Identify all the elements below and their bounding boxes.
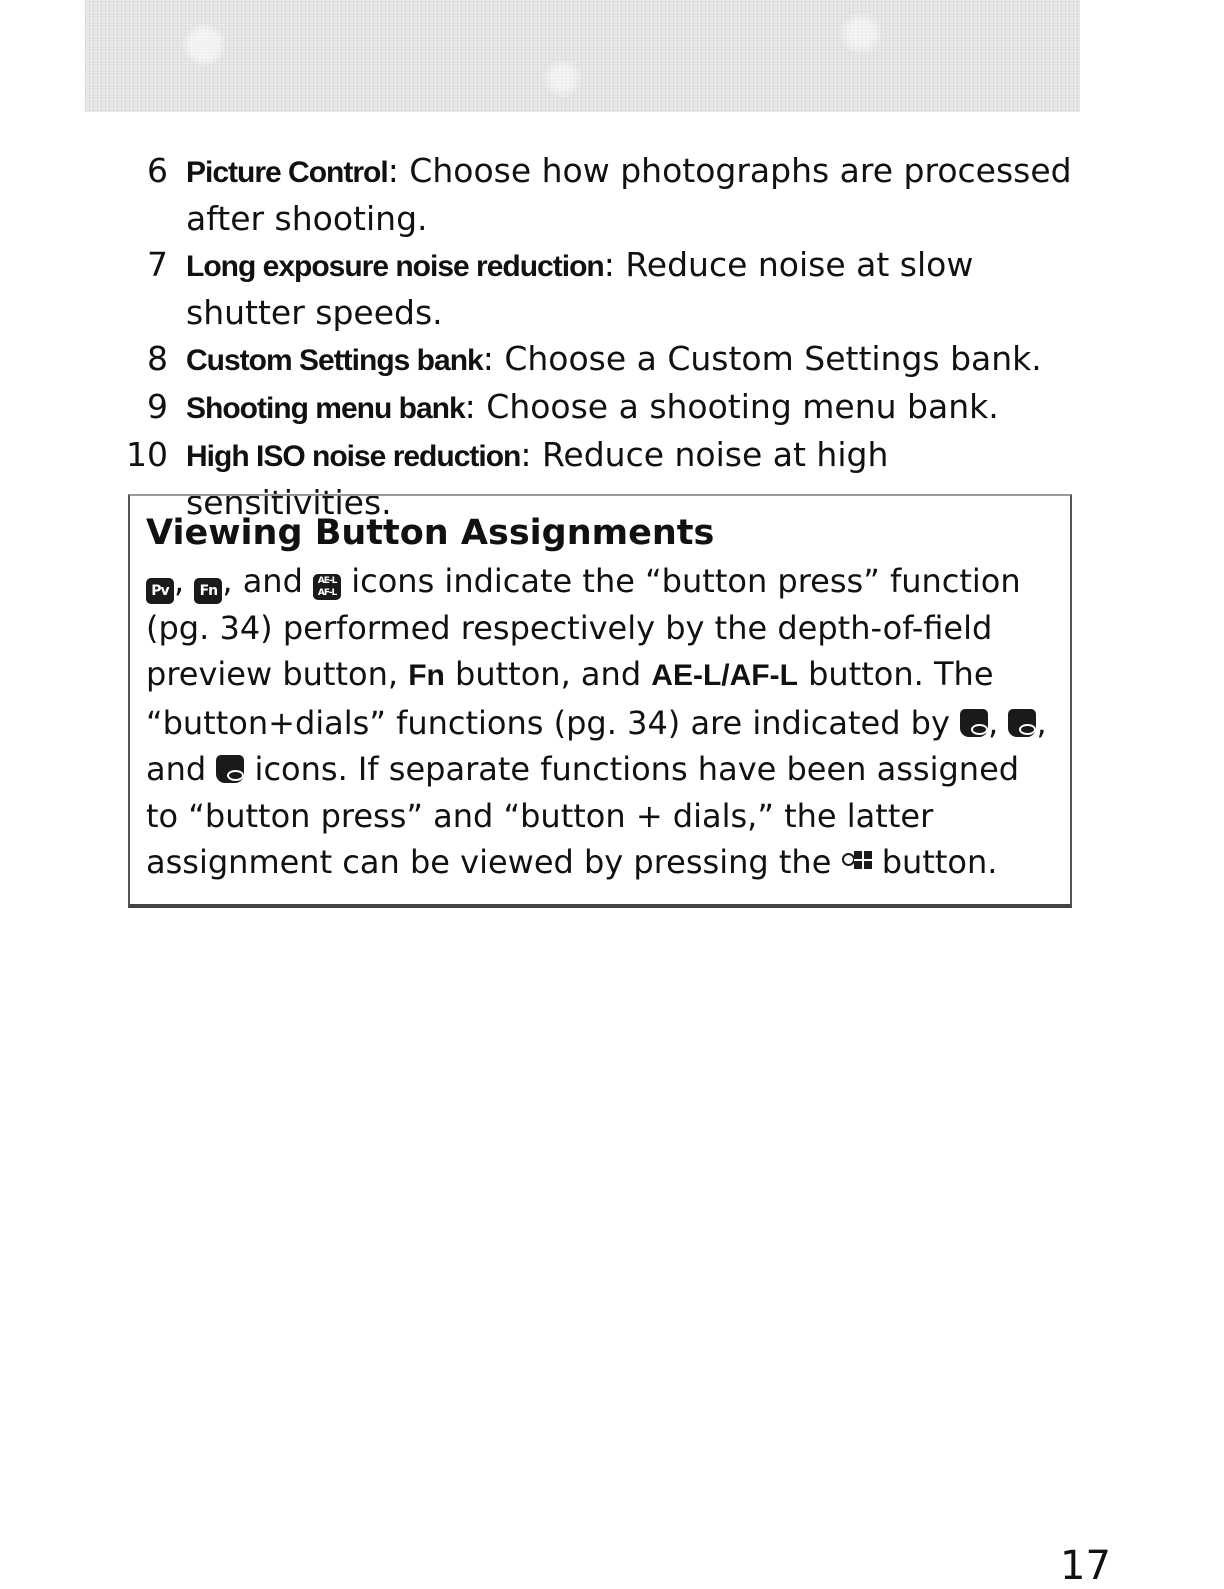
ael-afl-button-label: AE-L/AF-L [651,659,798,692]
item-number: 8 [147,339,168,378]
item-description: Reduce noise at slow shutter speeds. [186,245,974,332]
pv-icon: Pv [146,578,174,604]
list-item: 10 High ISO noise reduction: Reduce noise at high sensitivities. [120,432,1080,526]
fn-button-label: Fn [408,659,445,692]
zoom-out-thumbnail-icon [842,849,872,875]
ael-afl-icon: AE-L AF-L [313,574,341,600]
item-number: 10 [126,435,168,474]
settings-list [120,148,1080,526]
ael-afl-dial-icon [216,755,244,783]
note-title: Viewing Button Assignments [146,513,715,553]
item-term: Picture Control [186,156,388,189]
item-term: Long exposure noise reduction [186,250,604,283]
item-description: Choose how photographs are processed after shooting. [186,151,1072,238]
page-number: 17 [1060,1543,1111,1589]
item-description: Choose a Custom Settings bank. [504,339,1042,378]
item-term: Shooting menu bank [186,392,465,425]
note-body: Pv , Fn , and AE-L AF-L icons indicate the “button press” function (pg. 34) performed respectively by the depth-of-field preview button, Fn button, and AE-L/AF-L button. The “button+dials” functions (pg. 34) are indicated by , , and icons. If separate functions have been assigned to “button press” and “button + dials,” the latter assignment can be viewed by pressing the button. [146,562,1047,881]
list-item: 6 Picture Control: Choose how photographs are processed after shooting. [120,148,1080,242]
item-term: Custom Settings bank [186,344,483,377]
list-item: 7 Long exposure noise reduction: Reduce noise at slow shutter speeds. [120,242,1080,336]
item-number: 9 [147,387,168,426]
item-description: Choose a shooting menu bank. [486,387,999,426]
list-item: 8 Custom Settings bank: Choose a Custom Settings bank. [120,336,1080,384]
fn-icon: Fn [194,578,222,604]
list-item: 9 Shooting menu bank: Choose a shooting menu bank. [120,384,1080,432]
item-number: 7 [147,245,168,284]
fn-dial-icon [1008,709,1036,737]
item-number: 6 [147,151,168,190]
item-description: Reduce noise at high sensitivities. [186,435,889,522]
note-box [128,494,1072,908]
header-band [85,0,1080,112]
item-term: High ISO noise reduction [186,440,521,473]
pv-dial-icon [960,709,988,737]
